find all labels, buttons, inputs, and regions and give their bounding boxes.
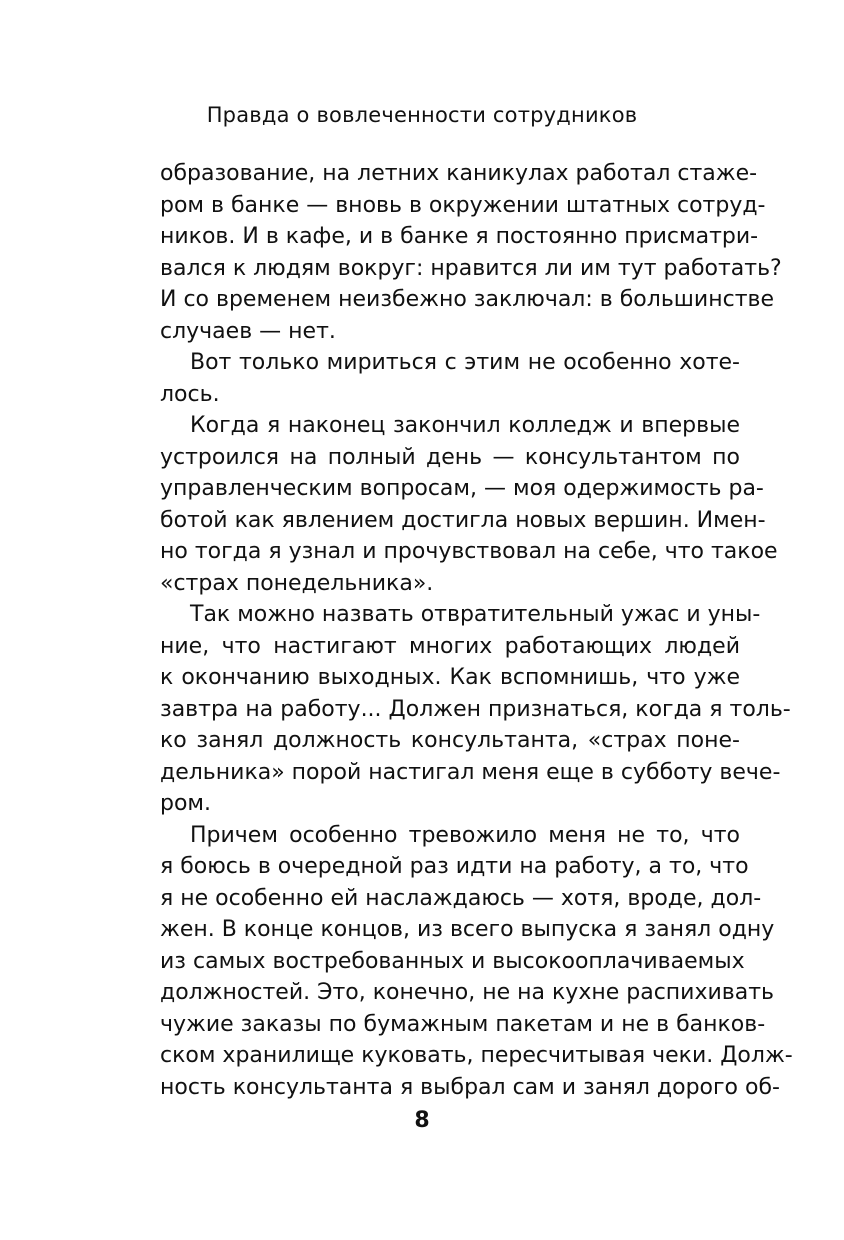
text-line: я не особенно ей наслаждаюсь — хотя, вроде, дол- bbox=[160, 885, 762, 911]
text-line: вался к людям вокруг: нравится ли им тут работать? bbox=[160, 255, 782, 281]
paragraph bbox=[160, 158, 782, 347]
text-line: из самых востребованных и высокооплачиваемых bbox=[160, 948, 745, 974]
text-line: Так можно назвать отвратительный ужас и уны- bbox=[190, 602, 761, 627]
text-line: но тогда я узнал и прочувствовал на себе, что такое bbox=[160, 539, 778, 564]
text-line: я боюсь в очередной раз идти на работу, а то, что bbox=[160, 854, 749, 879]
text-line: ко занял должность консультанта, «страх поне- bbox=[160, 728, 740, 753]
text-line: жен. В конце концов, из всего выпуска я занял одну bbox=[160, 917, 775, 942]
paragraph bbox=[160, 410, 778, 599]
text-line: управленческим вопросам, — моя одержимость ра- bbox=[160, 476, 764, 501]
text-line: ников. И в кафе, и в банке я постоянно присматри- bbox=[160, 224, 759, 249]
text-line: лось. bbox=[160, 381, 220, 407]
text-line: ском хранилище куковать, пересчитывая чеки. Долж- bbox=[160, 1043, 793, 1068]
text-line: ность консультанта я выбрал сам и занял дорого об- bbox=[160, 1074, 780, 1100]
text-line: устроился на полный день — консультантом по bbox=[160, 444, 740, 470]
text-line: ние, что настигают многих работающих людей bbox=[160, 633, 740, 659]
running-head: Правда о вовлеченности сотрудников bbox=[206, 103, 638, 127]
paragraph bbox=[160, 599, 791, 820]
page-number: 8 bbox=[414, 1108, 430, 1133]
text-line: дельника» порой настигал меня еще в субботу вече- bbox=[160, 759, 781, 785]
text-line: случаев — нет. bbox=[160, 318, 336, 344]
text-line: Причем особенно тревожило меня не то, что bbox=[190, 822, 740, 848]
text-line: ботой как явлением достигла новых вершин. Имен- bbox=[160, 507, 766, 533]
text-line: чужие заказы по бумажным пакетам и не в банков- bbox=[160, 1011, 766, 1037]
text-line: к окончанию выходных. Как вспомнишь, что уже bbox=[160, 665, 740, 690]
text-line: должностей. Это, конечно, не на кухне распихивать bbox=[160, 980, 775, 1005]
body-text bbox=[160, 158, 793, 1103]
paragraph bbox=[160, 347, 740, 410]
text-line: ром. bbox=[160, 791, 212, 816]
text-line: образование, на летних каникулах работал стаже- bbox=[160, 161, 758, 186]
text-line: И со временем неизбежно заключал: в большинстве bbox=[160, 287, 775, 312]
text-line: «страх понедельника». bbox=[160, 570, 434, 596]
paragraph bbox=[160, 820, 793, 1104]
text-line: Вот только мириться с этим не особенно хоте- bbox=[190, 350, 740, 375]
text-line: Когда я наконец закончил колледж и впервые bbox=[190, 413, 740, 438]
text-line: ром в банке — вновь в окружении штатных сотруд- bbox=[160, 192, 766, 218]
text-line: завтра на работу... Должен признаться, когда я толь- bbox=[160, 696, 791, 722]
